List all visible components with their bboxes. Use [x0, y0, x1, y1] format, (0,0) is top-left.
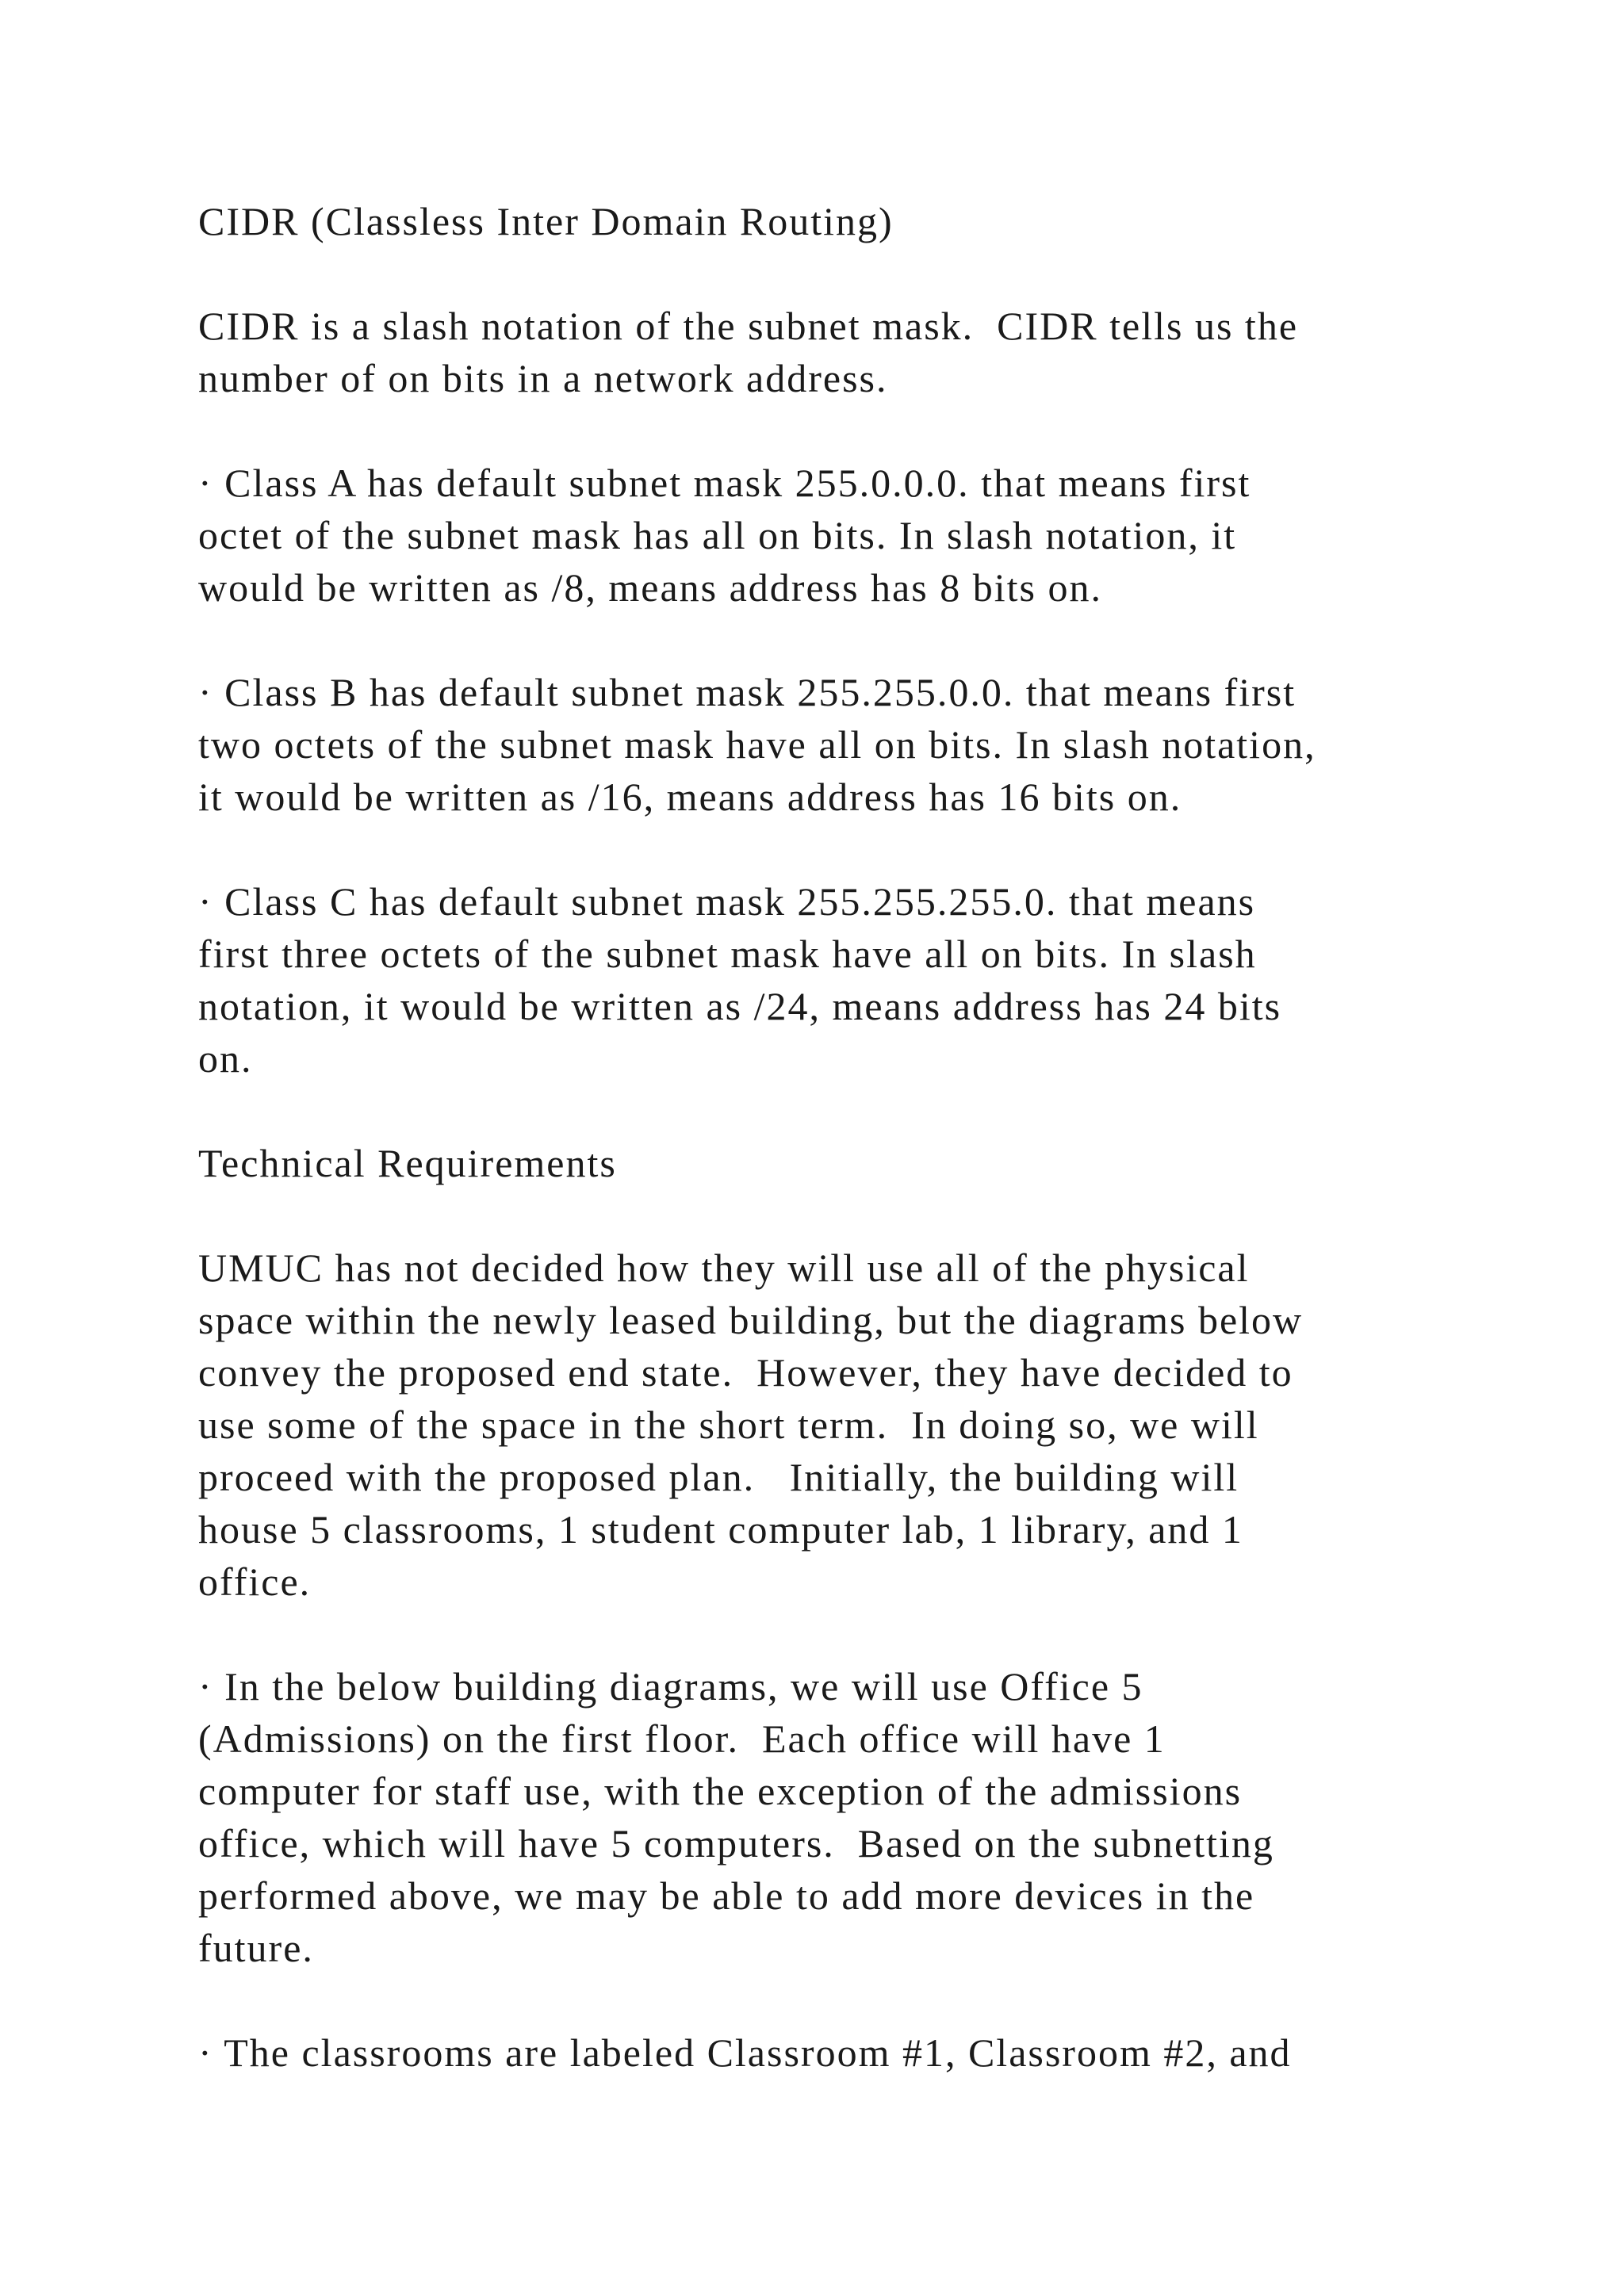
intro-paragraph: CIDR is a slash notation of the subnet mask. CIDR tells us the number of on bits in a network address. [198, 304, 1299, 400]
requirements-paragraph: UMUC has not decided how they will use all of the physical space within the newly leased building, but the diagrams below convey the proposed end state. However, they have decided to use some of the space in the short term. In doing so, we will proceed with the proposed plan. Initially, the building will house 5 classrooms, 1 student computer lab, 1 library, and 1 office. [198, 1246, 1304, 1604]
document-title: CIDR (Classless Inter Domain Routing) [198, 199, 894, 243]
section-heading: Technical Requirements [198, 1141, 617, 1185]
class-c-bullet: · Class C has default subnet mask 255.255.255.0. that means first three octets of the subnet mask have all on bits. In slash notation, it would be written as /24, means address has 24 bits on. [198, 879, 1282, 1081]
office-bullet: · In the below building diagrams, we will use Office 5 (Admissions) on the first floor. Each office will have 1 computer for staff use, with the exception of the admissions office, which will have 5 computers. Based on the subnetting performed above, we may be able to add more devices in the future. [198, 1664, 1274, 1970]
class-a-bullet: · Class A has default subnet mask 255.0.0.0. that means first octet of the subnet mask has all on bits. In slash notation, it would be written as /8, means address has 8 bits on. [198, 461, 1251, 610]
classrooms-bullet: · The classrooms are labeled Classroom #1, Classroom #2, and [198, 2030, 1292, 2075]
class-b-bullet: · Class B has default subnet mask 255.255.0.0. that means first two octets of the subnet mask have all on bits. In slash notation, it would be written as /16, means address has 16 bits on. [198, 670, 1316, 819]
